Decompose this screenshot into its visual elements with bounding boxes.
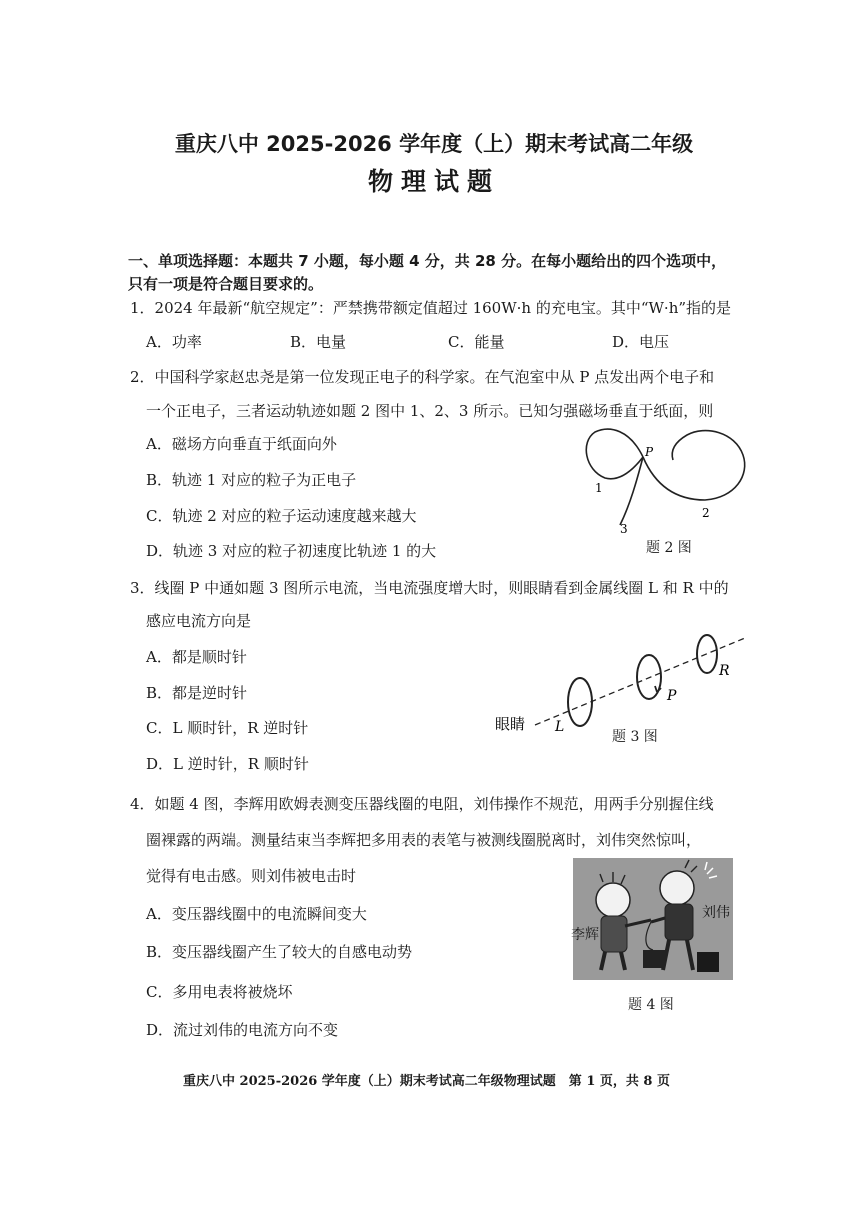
q2-stem-line2: 一个正电子，三者运动轨迹如题 2 图中 1、2、3 所示。已知匀强磁场垂直于纸面，则: [146, 402, 714, 420]
q1-option-a: A．功率: [146, 333, 202, 351]
page-footer: 重庆八中 2025-2026 学年度（上）期末考试高二年级物理试题 第 1 页，共 8 页: [183, 1074, 671, 1089]
fig2-label-p: P: [645, 445, 654, 459]
q3-stem-line2: 感应电流方向是: [146, 612, 252, 630]
sight-axis: [535, 638, 745, 725]
fig3-label-r: R: [719, 663, 730, 679]
q4-option-c: C．多用电表将被烧坏: [146, 983, 293, 1001]
fig3-label-p: P: [667, 688, 677, 704]
q2-option-a: A．磁场方向垂直于纸面向外: [146, 435, 337, 453]
q1-option-d: D．电压: [612, 333, 670, 351]
lihui-body: [601, 916, 627, 952]
q4-stem-line1: 4．如题 4 图，李辉用欧姆表测变压器线圈的电阻，刘伟操作不规范，用两手分别握住线: [130, 795, 714, 813]
liuwei-head: [660, 871, 694, 905]
fig4-label-liuwei: 刘伟: [702, 905, 730, 921]
fig2-label-2: 2: [702, 506, 710, 520]
q4-stem-line3: 觉得有电击感。则刘伟被电击时: [146, 867, 357, 885]
q2-option-d: D．轨迹 3 对应的粒子初速度比轨迹 1 的大: [146, 542, 437, 560]
q3-option-c: C．L 顺时针，R 逆时针: [146, 719, 309, 737]
q4-figure-caption: 题 4 图: [628, 997, 674, 1013]
q3-option-a: A．都是顺时针: [146, 648, 247, 666]
q4-stem-line2: 圈裸露的两端。测量结束当李辉把多用表的表笔与被测线圈脱离时，刘伟突然惊叫，: [146, 831, 702, 849]
q2-option-c: C．轨迹 2 对应的粒子运动速度越来越大: [146, 507, 417, 525]
track-3: [620, 457, 643, 525]
fig2-label-3: 3: [620, 522, 628, 536]
q3-option-b: B．都是逆时针: [146, 684, 248, 702]
q4-option-b: B．变压器线圈产生了较大的自感电动势: [146, 943, 413, 961]
multimeter: [697, 952, 719, 972]
track-1: [586, 429, 643, 479]
fig4-label-lihui: 李辉: [571, 927, 599, 943]
q4-option-d: D．流过刘伟的电流方向不变: [146, 1021, 339, 1039]
q2-stem-line1: 2．中国科学家赵忠尧是第一位发现正电子的科学家。在气泡室中从 P 点发出两个电子和: [130, 368, 715, 386]
q3-stem-line1: 3．线圈 P 中通如题 3 图所示电流，当电流强度增大时，则眼睛看到金属线圈 L 和 R 中的: [130, 579, 729, 597]
subject-title: 物理试题: [367, 167, 500, 196]
transformer-coil: [643, 950, 665, 968]
coil-p: [637, 655, 661, 699]
fig3-label-l: L: [555, 719, 565, 735]
q4-option-a: A．变压器线圈中的电流瞬间变大: [146, 905, 367, 923]
lihui-head: [596, 883, 630, 917]
fig2-label-1: 1: [595, 481, 603, 495]
q2-option-b: B．轨迹 1 对应的粒子为正电子: [146, 471, 357, 489]
q2-figure: [575, 420, 755, 550]
track-2: [643, 431, 745, 500]
q1-option-b: B．电量: [290, 333, 347, 351]
coil-r: [697, 635, 717, 673]
q2-figure-caption: 题 2 图: [646, 540, 692, 556]
q1-stem: 1．2024 年最新“航空规定”：严禁携带额定值超过 160W·h 的充电宝。其中“W·h”指的是: [130, 299, 732, 317]
section-heading-line2: 只有一项是符合题目要求的。: [128, 275, 324, 293]
liuwei-body: [665, 904, 693, 940]
exam-title: 重庆八中 2025-2026 学年度（上）期末考试高二年级: [174, 132, 694, 156]
section-heading-line1: 一、单项选择题：本题共 7 小题，每小题 4 分，共 28 分。在每小题给出的四个选项中，: [128, 252, 727, 270]
q3-figure-caption: 题 3 图: [612, 729, 658, 745]
coil-l: [568, 678, 592, 726]
q1-option-c: C．能量: [448, 333, 505, 351]
q3-option-d: D．L 逆时针，R 顺时针: [146, 755, 309, 773]
fig3-label-eye: 眼睛: [495, 715, 526, 733]
